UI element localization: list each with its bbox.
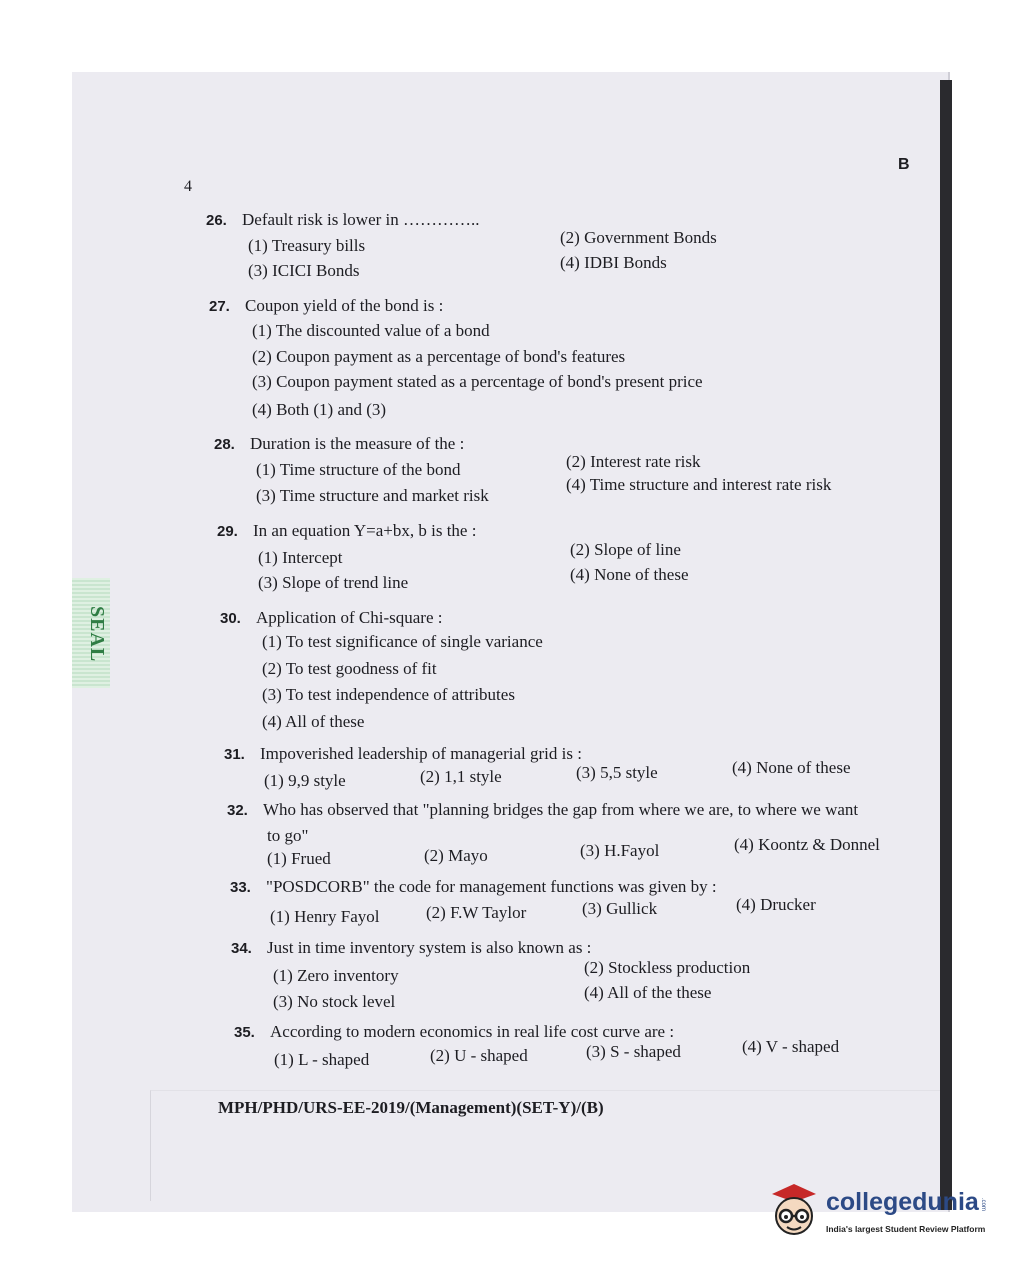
question-number: 30. xyxy=(220,610,241,627)
question-number: 35. xyxy=(234,1024,255,1041)
question-31 xyxy=(224,744,582,764)
question-number: 28. xyxy=(214,436,235,453)
question-number: 32. xyxy=(227,802,248,819)
question-32-continued: to go" xyxy=(267,826,309,845)
option: (4) Time structure and interest rate risk xyxy=(566,475,832,494)
option: (2) Interest rate risk xyxy=(566,452,701,471)
question-text: Impoverished leadership of managerial grid is : xyxy=(260,744,582,763)
question-text: "POSDCORB" the code for management functions was given by : xyxy=(266,877,717,896)
option: (3) To test independence of attributes xyxy=(262,685,515,704)
question-text: Who has observed that "planning bridges the gap from where we are, to where we want xyxy=(263,800,859,819)
option: (4) Koontz & Donnel xyxy=(734,835,880,854)
question-34 xyxy=(231,938,591,958)
option: (1) Intercept xyxy=(258,548,343,567)
logo-wordmark: collegedunia xyxy=(826,1188,979,1216)
mascot-icon xyxy=(768,1182,820,1240)
question-text: According to modern economics in real life cost curve are : xyxy=(270,1022,675,1041)
set-letter: B xyxy=(898,156,910,173)
question-27 xyxy=(209,296,443,316)
option: (1) L - shaped xyxy=(274,1050,370,1069)
option: (3) H.Fayol xyxy=(580,841,660,860)
question-29 xyxy=(217,521,476,541)
option: (4) None of these xyxy=(570,565,689,584)
option: (3) ICICI Bonds xyxy=(248,261,360,280)
option: (3) Time structure and market risk xyxy=(256,486,489,505)
question-text: Duration is the measure of the : xyxy=(250,434,465,453)
option: (1) Time structure of the bond xyxy=(256,460,461,479)
question-text: Default risk is lower in ………….. xyxy=(242,210,480,229)
option: (2) Slope of line xyxy=(570,540,681,559)
question-number: 27. xyxy=(209,298,230,315)
question-text: Coupon yield of the bond is : xyxy=(245,296,444,315)
option: (2) U - shaped xyxy=(430,1046,528,1065)
question-number: 26. xyxy=(206,212,227,229)
option: (3) Slope of trend line xyxy=(258,573,409,592)
option: (3) Coupon payment stated as a percentage of bond's present price xyxy=(252,372,703,391)
option: (4) IDBI Bonds xyxy=(560,253,667,272)
option: (4) Both (1) and (3) xyxy=(252,400,387,419)
page-number: 4 xyxy=(184,178,192,195)
question-text: Just in time inventory system is also known as : xyxy=(267,938,592,957)
logo-tagline: India's largest Student Review Platform xyxy=(826,1224,986,1234)
page-edge-dark xyxy=(940,80,952,1210)
question-32 xyxy=(227,800,858,820)
question-number: 31. xyxy=(224,746,245,763)
option: (2) Government Bonds xyxy=(560,228,717,247)
question-text: Application of Chi-square : xyxy=(256,608,443,627)
question-30 xyxy=(220,608,443,628)
logo-domain: .com xyxy=(980,1198,986,1212)
collegedunia-logo xyxy=(768,1178,993,1250)
seal-label: SEAL xyxy=(86,605,108,663)
option: (3) 5,5 style xyxy=(576,763,658,782)
option: (4) All of these xyxy=(262,712,365,731)
option: (1) The discounted value of a bond xyxy=(252,321,490,340)
option: (2) Stockless production xyxy=(584,958,751,977)
option: (1) 9,9 style xyxy=(264,771,346,790)
option: (4) V - shaped xyxy=(742,1037,840,1056)
option: (2) 1,1 style xyxy=(420,767,502,786)
question-35 xyxy=(234,1022,674,1042)
option: (2) To test goodness of fit xyxy=(262,659,437,678)
option: (4) Drucker xyxy=(736,895,816,914)
option: (1) Zero inventory xyxy=(273,966,399,985)
option: (2) Coupon payment as a percentage of bond's features xyxy=(252,347,626,366)
question-26 xyxy=(206,210,480,230)
question-number: 33. xyxy=(230,879,251,896)
option: (1) Treasury bills xyxy=(248,236,366,255)
question-33 xyxy=(230,877,717,897)
option: (1) Henry Fayol xyxy=(270,907,380,926)
option: (1) To test significance of single variance xyxy=(262,632,543,651)
option: (2) F.W Taylor xyxy=(426,903,527,922)
option: (4) All of the these xyxy=(584,983,712,1002)
exam-code-footer: MPH/PHD/URS-EE-2019/(Management)(SET-Y)/(B) xyxy=(218,1098,604,1117)
option: (3) S - shaped xyxy=(586,1042,681,1061)
question-28 xyxy=(214,434,464,454)
question-text: In an equation Y=a+bx, b is the : xyxy=(253,521,477,540)
option: (2) Mayo xyxy=(424,846,488,865)
question-number: 34. xyxy=(231,940,252,957)
option: (3) No stock level xyxy=(273,992,396,1011)
option: (3) Gullick xyxy=(582,899,658,918)
option: (1) Frued xyxy=(267,849,331,868)
option: (4) None of these xyxy=(732,758,851,777)
question-number: 29. xyxy=(217,523,238,540)
